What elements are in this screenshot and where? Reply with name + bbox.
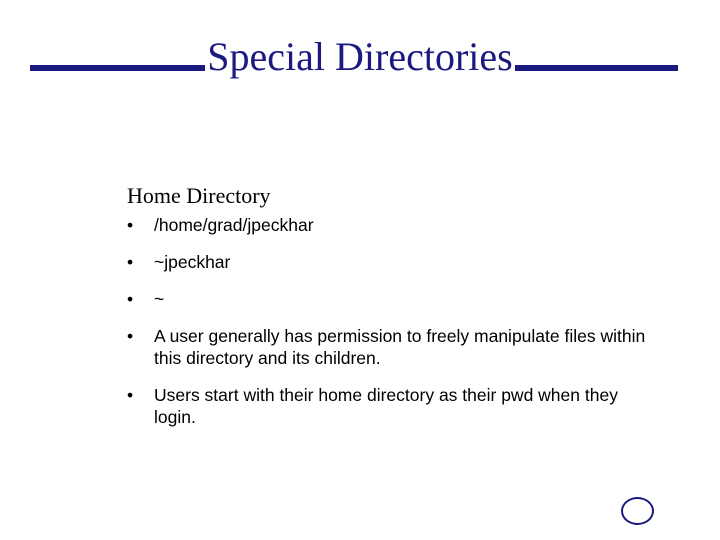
bullet-list [127,214,647,428]
bullet-text: ~ [154,289,165,309]
bullet-marker: • [127,289,134,309]
list-item [127,384,647,428]
bullet-marker: • [127,215,134,235]
bullet-text: Users start with their home directory as their pwd when they login. [154,385,618,427]
nav-circle-icon[interactable] [621,497,654,525]
list-item [127,288,647,310]
bullet-text: /home/grad/jpeckhar [154,215,314,235]
bullet-text: ~jpeckhar [154,252,231,272]
bullet-marker: • [127,252,134,272]
list-item [127,325,647,369]
list-item [127,251,647,273]
bullet-marker: • [127,385,134,405]
slide-title [0,32,720,82]
section-heading: Home Directory [127,183,271,208]
bullet-text: A user generally has permission to freely manipulate files within this directory and its children. [154,326,646,368]
bullet-marker: • [127,326,134,346]
list-item [127,214,647,236]
slide-title-text: Special Directories [207,34,513,79]
